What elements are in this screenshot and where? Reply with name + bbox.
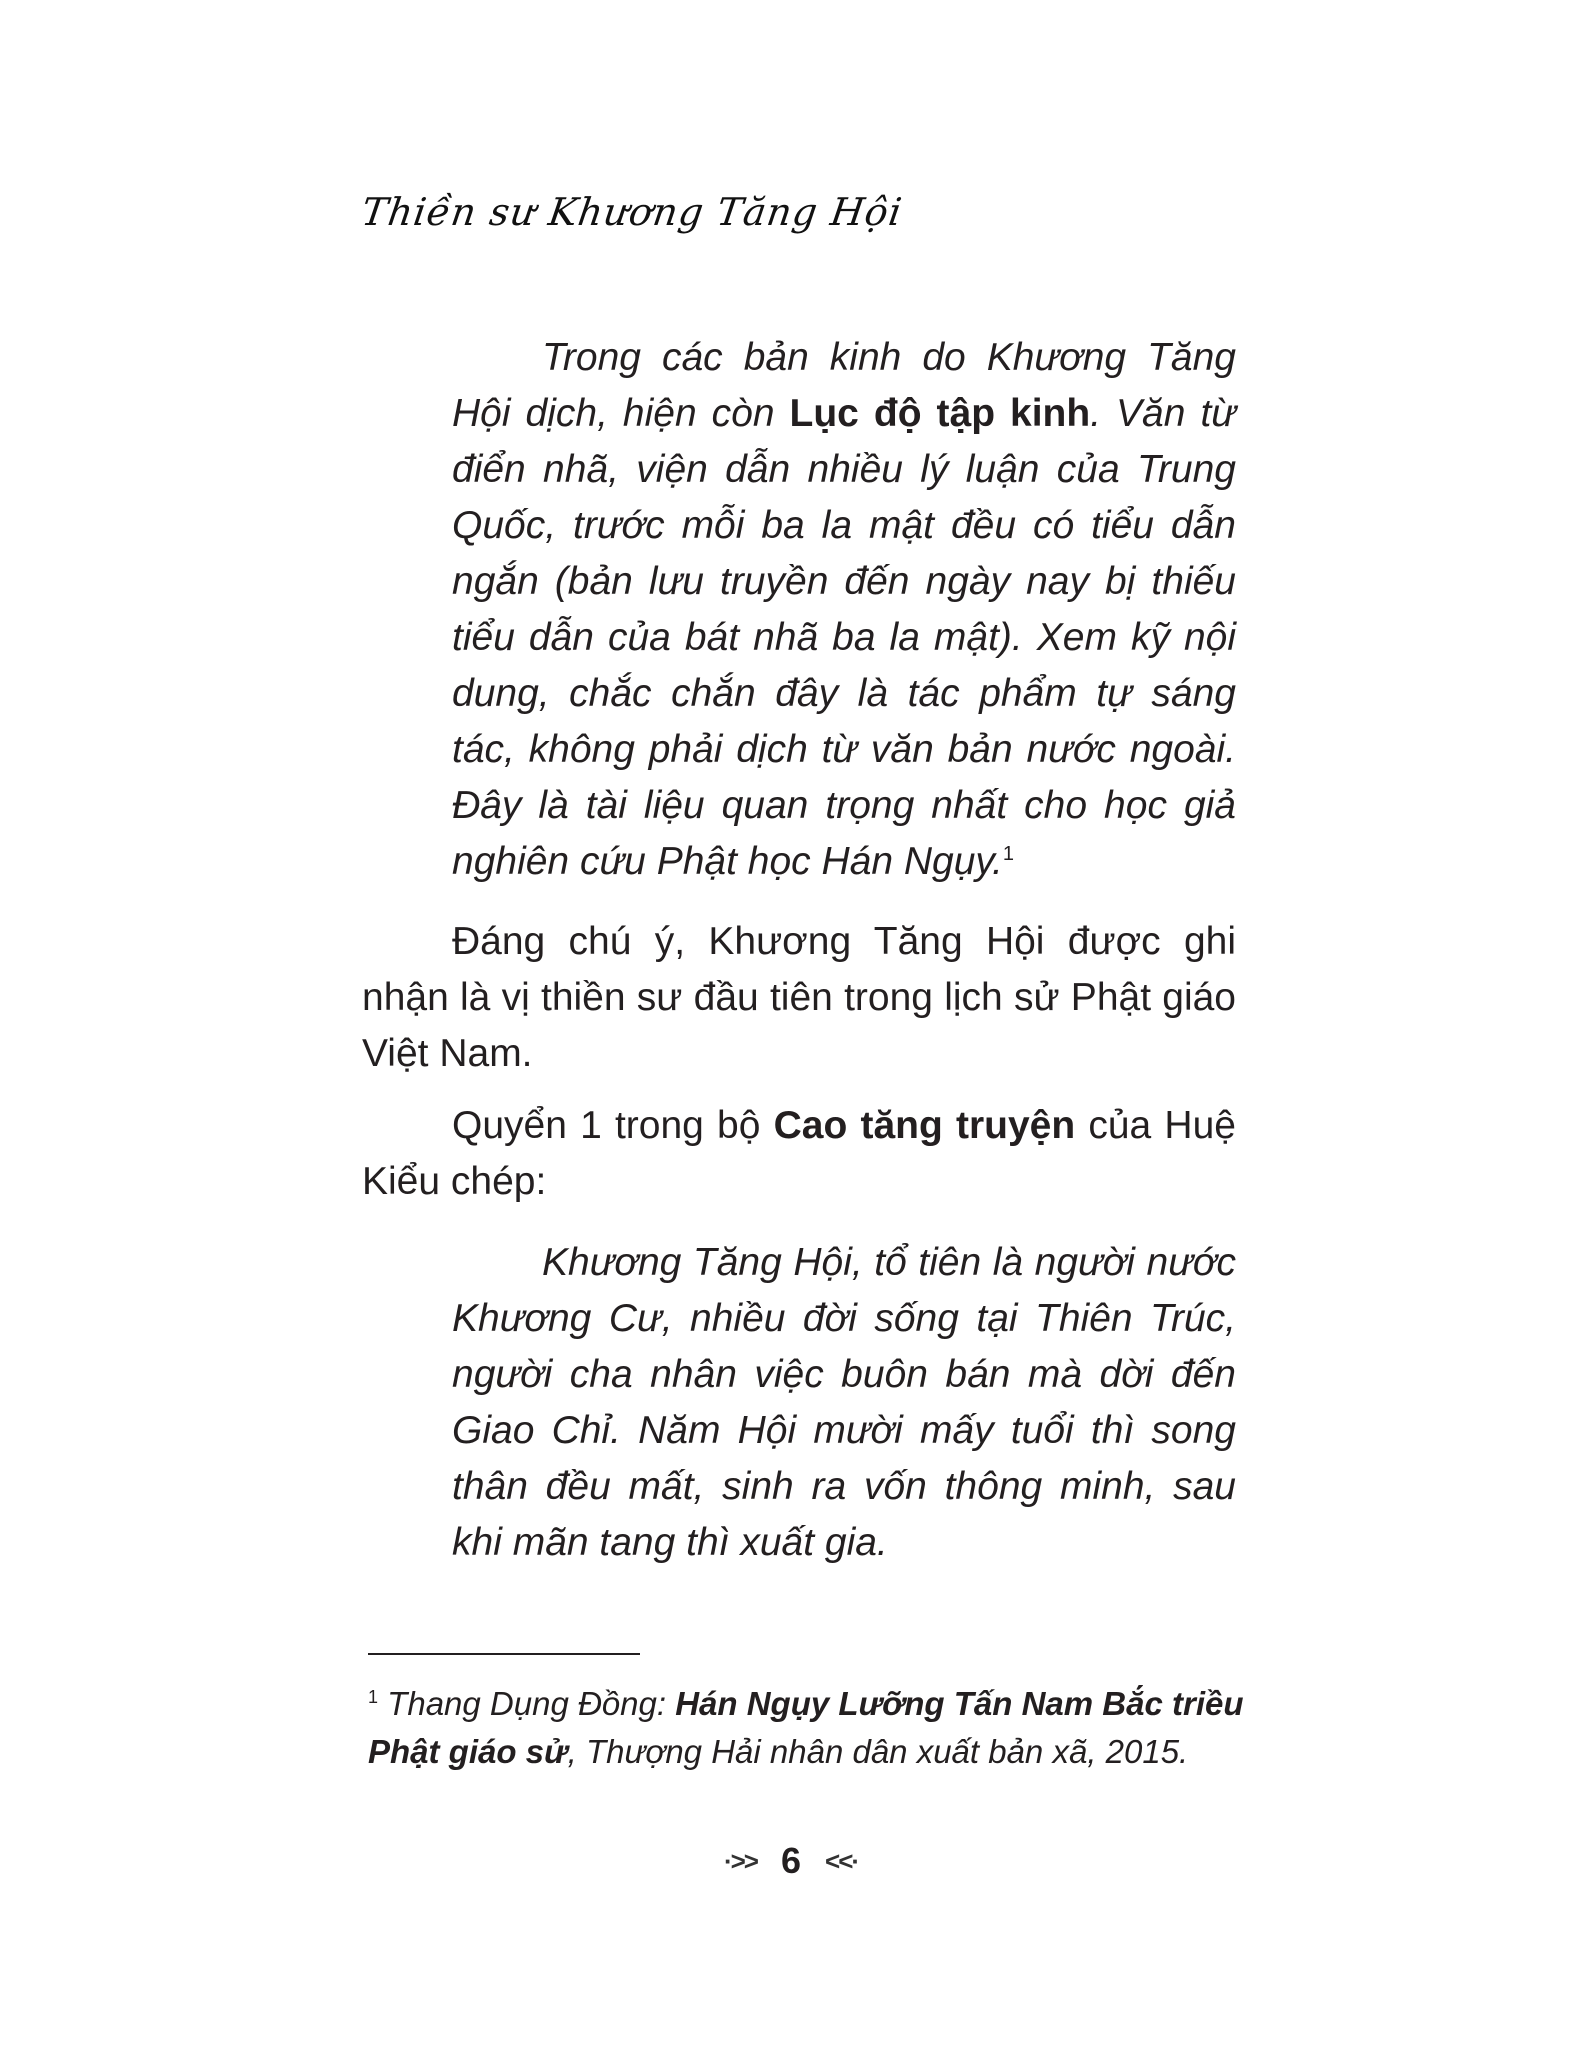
footnote-publisher: , Thượng Hải nhân dân xuất bản xã, 2015. [567, 1733, 1189, 1770]
paragraph-first-zen-master: Đáng chú ý, Khương Tăng Hội được ghi nhận là vị thiền sư đầu tiên trong lịch sử Phật giáo Việt Nam. [362, 920, 1236, 1075]
footnote-separator [368, 1653, 640, 1655]
footnote-book-title: Hán Ngụy Lưỡng Tấn Nam Bắc triều Phật giáo sử [368, 1685, 1244, 1770]
paragraph-text-start: Quyển 1 trong bộ [452, 1104, 774, 1147]
running-header-title: Thiền sư Khương Tăng Hội [358, 190, 906, 234]
paragraph-text-end: của Huệ Kiểu chép: [362, 1104, 1236, 1203]
page-number: 6 [780, 1840, 802, 1882]
footnote-1 [368, 1680, 1248, 1776]
footnote-number: 1 [368, 1687, 379, 1707]
book-title-cao-tang-truyen: Cao tăng truyện [773, 1104, 1076, 1147]
page-footer [0, 1838, 1582, 1882]
quote-khuong-tang-hoi-biography: Khương Tăng Hội, tổ tiên là người nước Khương Cư, nhiều đời sống tại Thiên Trúc, người cha nhân việc buôn bán mà dời đến Giao Chỉ. Năm Hội mười mấy tuổi thì song thân đều mất, sinh ra vốn thông minh, sau khi mãn tang thì xuất gia. [452, 1241, 1236, 1564]
book-title-luc-do-tap-kinh: Lục độ tập kinh [789, 392, 1091, 435]
quote-text-start: Trong các bản kinh do Khương Tăng Hội dịch, hiện còn [452, 336, 1236, 435]
quote-text-end: . Văn từ điển nhã, viện dẫn nhiều lý luận của Trung Quốc, trước mỗi ba la mật đều có tiểu dẫn ngắn (bản lưu truyền đến ngày nay bị thiếu tiểu dẫn của bát nhã ba la mật). Xem kỹ nội dung, chắc chắn đây là tác phẩm tự sáng tác, không phải dịch từ văn bản nước ngoài. Đây là tài liệu quan trọng nhất cho học giả nghiên cứu Phật học Hán Ngụy. [452, 392, 1236, 883]
paragraph-cao-tang-truyen-intro [362, 1098, 1236, 1210]
right-arrow-ornament-icon: <<· [825, 1845, 859, 1876]
footnote-reference[interactable]: 1 [1002, 843, 1014, 865]
footnote-author: Thang Dụng Đồng: [378, 1685, 676, 1722]
quote-lục-độ-tập-kinh [452, 330, 1236, 890]
left-arrow-ornament-icon: ·>> [723, 1845, 757, 1876]
